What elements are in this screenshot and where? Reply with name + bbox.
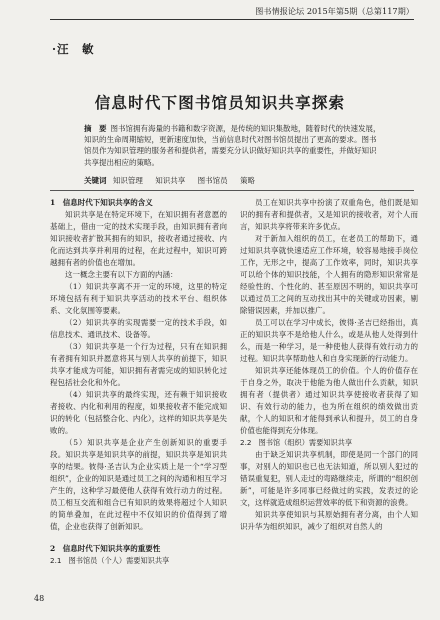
- paragraph: 这一概念主要有以下方面的内涵：: [65, 270, 178, 279]
- paragraph: 知识共享使知识与其原始拥有者分离，由个人知识升华为组织知识，减少了组织对自然人的: [240, 510, 418, 531]
- subsection-heading: 2.1 图书馆员（个人）需要知识共享: [50, 556, 170, 565]
- paragraph: （4）知识共享的最终实现，还有赖于知识接收者接收、内化和利用的程度，如果接收者不能完成知识的转化（包括整合化、内化），这样的知识共享是失败的。: [50, 390, 227, 435]
- right-column: [240, 197, 418, 597]
- paragraph: （5）知识共享是企业产生创新知识的重要手段。知识共享是知识共享的前提，知识共享是知识共享的结果。彼得·圣吉认为企业实质上是一个“学习型组织”，企业的知识是通过员工之间的沟通和相互学习产生的，这种学习最使他人获得有效行动力的过程。员工相互交流和组合已有知识的效果将超过个人知识的简单叠加，在此过程中不仅知识的价值得到了增值，企业也获得了创新知识。: [50, 438, 227, 531]
- paragraph: 员工在知识共享中扮演了双重角色，他们既是知识的拥有者和提供者，又是知识的接收者，对个人而言，知识共享将带来许多优点。: [240, 198, 418, 231]
- author-name: ·汪 敏: [52, 42, 95, 56]
- paragraph: 知识共享还能体现员工的价值。个人的价值存在于自身之外，取决于他能为他人做出什么贡献，知识拥有者（提供者）通过知识共享使接收者获得了知识、有效行动的能力，也为所在组织的绩效做出贡献，个人的知识和才能得到承认和提升，员工的自身价值也能得到充分体现。: [240, 366, 418, 435]
- section-heading: 2 信息时代下知识共享的重要性: [50, 544, 161, 553]
- paragraph: （3）知识共享是一个行为过程，只有在知识拥有者拥有知识并愿意将其与别人共享的前提下，知识共享才能成为可能，知识拥有者需完成的知识转化过程包括社会化和外化。: [50, 342, 227, 387]
- keywords-label: 关键词: [84, 176, 107, 185]
- paragraph: 由于缺乏知识共享机制，即使是同一个部门的同事，对别人的知识也已也无法知道，所以别人犯过的错误重复犯，别人走过的弯路继续走，所谓的“组织创新”，可能是许多同事已经做过的实践，发表过的论文，这样就造成组织运营效率的低下和资源的浪费。: [240, 450, 418, 507]
- keywords: [84, 175, 382, 186]
- page-number: 48: [34, 594, 45, 603]
- journal-header: 图书情报论坛 2015年第5期（总第117期）: [255, 6, 414, 16]
- abstract-text: 图书馆拥有海量的书籍和数字资源，是传统的知识集散地，随着时代的快速发展，知识的生命周期缩短，更新速度加快，当前信息时代对图书馆员提出了更高的要求。图书馆员作为知识管理的服务者和提供者，需要充分认识做好知识共享的重要性，并做好知识共享提出相应的策略。: [84, 124, 381, 167]
- keyword-item: 图书馆员: [197, 176, 228, 185]
- section-heading: 1 信息时代下知识共享的含义: [50, 198, 153, 207]
- abstract: [84, 123, 382, 168]
- paragraph: 员工可以在学习中成长，彼得·圣吉已经指出，真正的知识共享不是给他人什么，或是从他人处得到什么，而是一种学习，是一种使他人获得有效行动力的过程。知识共享帮助他人和自身实现新的行动能力。: [240, 318, 418, 363]
- keyword-item: 策略: [240, 176, 256, 185]
- left-column: [50, 197, 227, 597]
- article-title: 信息时代下图书馆员知识共享探索: [94, 93, 346, 112]
- paragraph: 知识共享是在特定环境下，在知识拥有者意愿的基础上，借由一定的技术实现手段，由知识拥有者向知识接收者扩散其拥有的知识，接收者通过接收、内化而达到共享并利用的过程，在此过程中，知识可跨越拥有者的价值也在增加。: [50, 210, 227, 267]
- abstract-label: 摘 要: [84, 124, 107, 133]
- paragraph: （2）知识共享的实现需要一定的技术手段，如信息技术、通讯技术、设备等。: [50, 318, 227, 339]
- keyword-item: 知识共享: [155, 176, 186, 185]
- header-rule: [50, 19, 414, 20]
- subsection-heading: 2.2 图书馆（组织）需要知识共享: [240, 438, 353, 447]
- paragraph: 对于新加入组织的员工，在老员工的帮助下，通过知识共享就快速适应工作环境，较容易地接手岗位工作，无形之中，提高了工作效率，同时，知识共享可以给个体的知识技能，个人拥有的隐形知识常常是经验性的、个性化的、甚至原因不明的，知识共享可以通过员工之间的互动找出其中的关键或功因素，剔除错误因素，并加以推广。: [240, 234, 418, 315]
- abstract-divider: [50, 190, 414, 191]
- keyword-item: 知识管理: [112, 176, 143, 185]
- paragraph: （1）知识共享离不开一定的环境，这里的特定环境包括有利于知识共享活动的技术平台、组织体系、文化氛围等要素。: [50, 282, 227, 315]
